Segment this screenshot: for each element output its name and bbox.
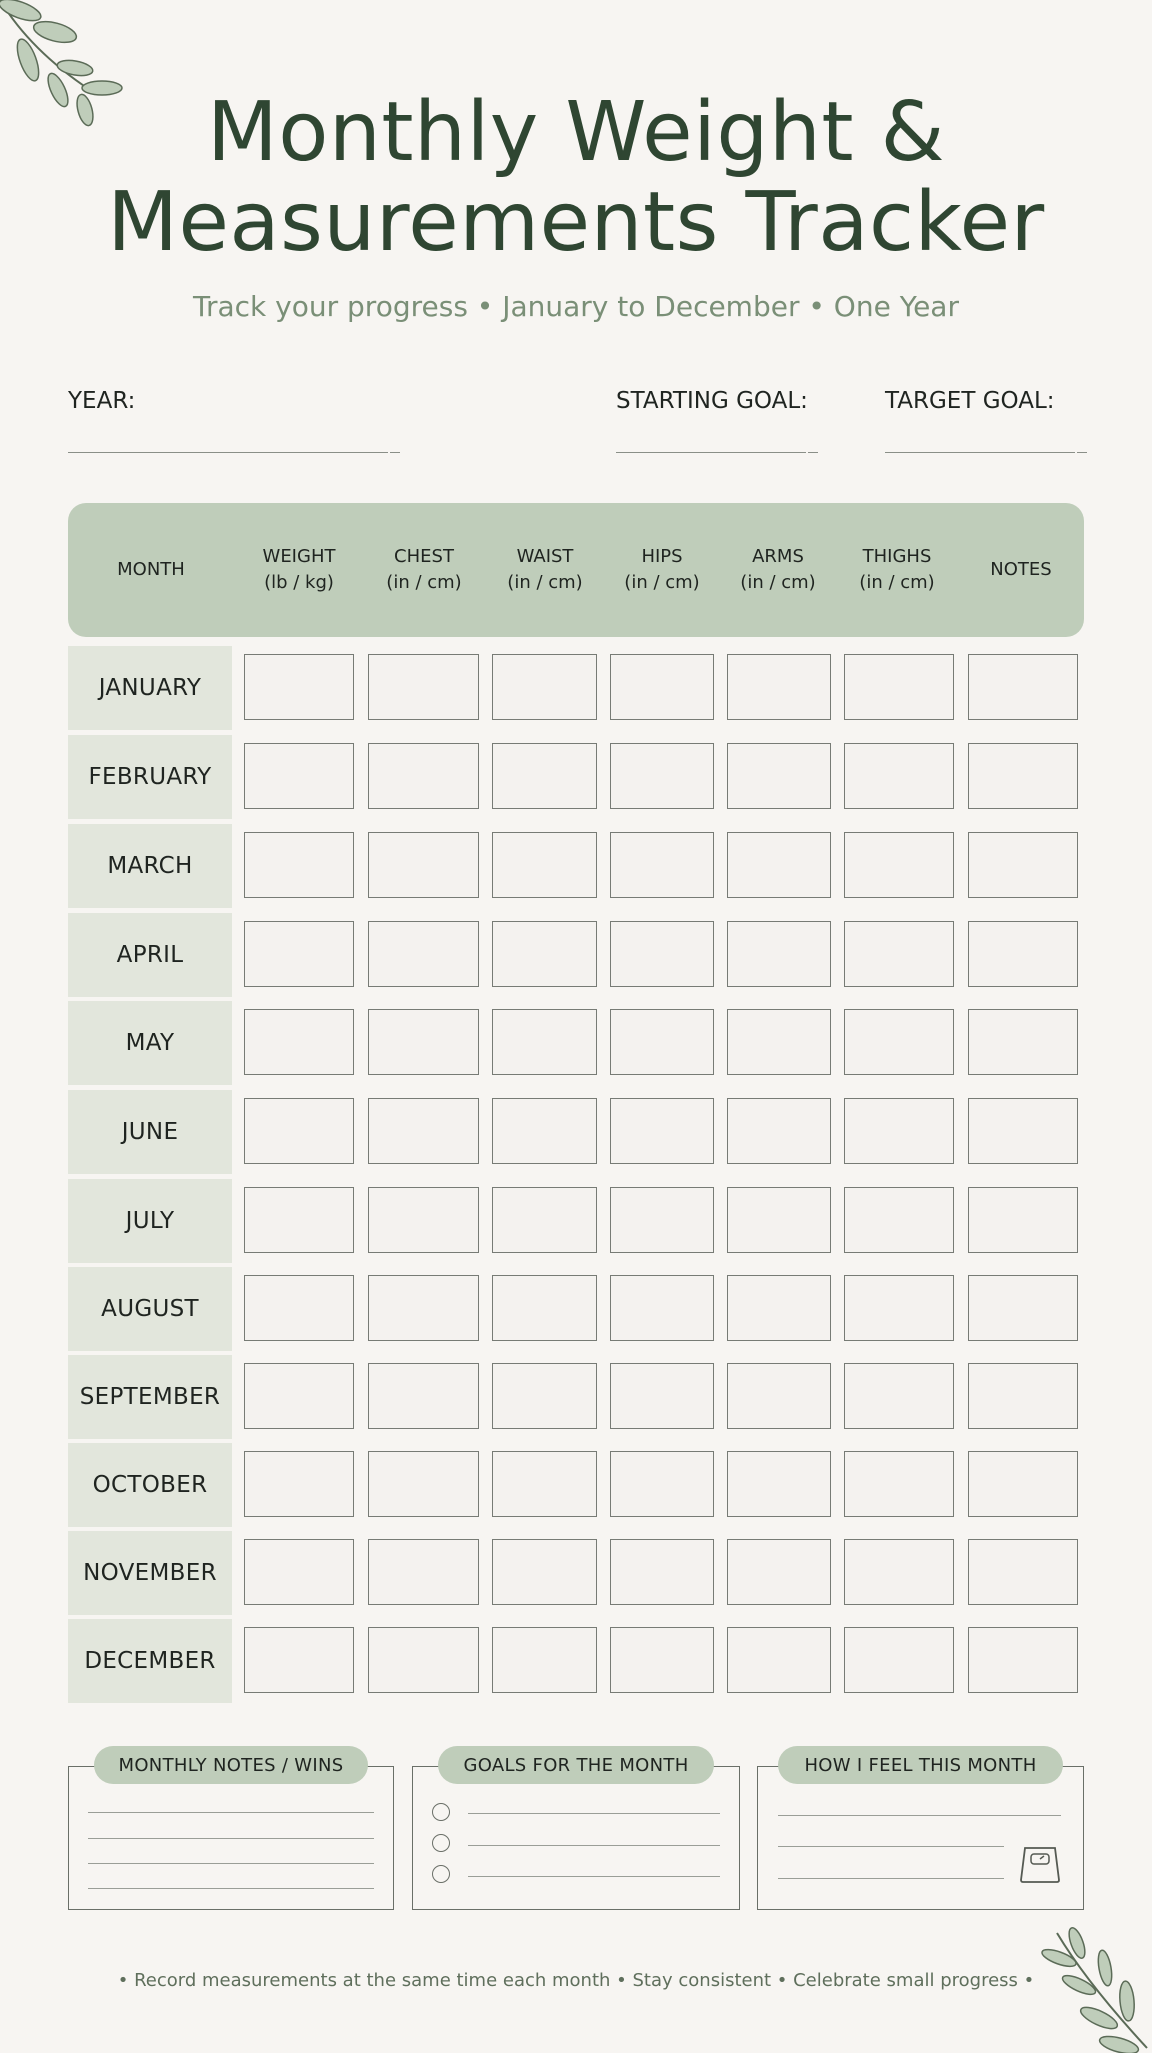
column-label: MONTH [117,559,185,580]
column-label: NOTES [990,559,1052,580]
starting-goal-label: STARTING GOAL: [616,388,808,414]
title-line-1: Monthly Weight & [206,85,946,180]
table-row [68,1619,1084,1703]
entry-cell-notes[interactable] [968,1363,1078,1429]
entry-cell-chest[interactable] [368,1627,479,1693]
entry-cell-weight[interactable] [244,1539,354,1605]
entry-cell-arms[interactable] [727,1187,831,1253]
target-goal-label: TARGET GOAL: [885,388,1055,414]
entry-cell-waist[interactable] [492,1451,597,1517]
table-row [68,1531,1084,1615]
entry-cell-arms[interactable] [727,1627,831,1693]
title-line-2: Measurements Tracker [107,175,1045,270]
entry-cell-weight[interactable] [244,1627,354,1693]
entry-cell-thighs[interactable] [844,654,954,720]
entry-cell-waist[interactable] [492,1009,597,1075]
table-row [68,1443,1084,1527]
month-label: APRIL [68,913,232,997]
month-label: SEPTEMBER [68,1355,232,1439]
column-label: CHEST [394,546,454,567]
table-row [68,1001,1084,1085]
month-label: MARCH [68,824,232,908]
entry-cell-chest[interactable] [368,654,479,720]
table-row [68,1267,1084,1351]
column-header-waist [485,503,605,637]
table-row [68,735,1084,819]
entry-cell-weight[interactable] [244,654,354,720]
month-label: JULY [68,1179,232,1263]
entry-cell-hips[interactable] [610,1363,714,1429]
entry-cell-weight[interactable] [244,921,354,987]
column-header-weight [239,503,359,637]
entry-cell-waist[interactable] [492,1275,597,1341]
footer-tips: • Record measurements at the same time each month • Stay consistent • Celebrate small progress • [117,1970,1035,1991]
month-label: JANUARY [68,646,232,730]
entry-cell-hips[interactable] [610,1539,714,1605]
month-label: AUGUST [68,1267,232,1351]
entry-cell-notes[interactable] [968,1187,1078,1253]
entry-cell-waist[interactable] [492,654,597,720]
entry-cell-thighs[interactable] [844,1627,954,1693]
entry-cell-hips[interactable] [610,921,714,987]
entry-cell-weight[interactable] [244,1187,354,1253]
entry-cell-arms[interactable] [727,1451,831,1517]
entry-cell-waist[interactable] [492,1187,597,1253]
entry-cell-thighs[interactable] [844,832,954,898]
entry-cell-waist[interactable] [492,1627,597,1693]
entry-cell-arms[interactable] [727,654,831,720]
column-label: WEIGHT [262,546,336,567]
entry-cell-hips[interactable] [610,654,714,720]
entry-cell-weight[interactable] [244,1098,354,1164]
entry-cell-hips[interactable] [610,1627,714,1693]
column-label: WAIST [516,546,574,567]
entry-cell-chest[interactable] [368,1451,479,1517]
month-label: DECEMBER [68,1619,232,1703]
month-label: MAY [68,1001,232,1085]
entry-cell-chest[interactable] [368,1275,479,1341]
column-label: ARMS [752,546,804,567]
entry-cell-notes[interactable] [968,1539,1078,1605]
entry-cell-waist[interactable] [492,743,597,809]
entry-cell-notes[interactable] [968,743,1078,809]
entry-cell-notes[interactable] [968,921,1078,987]
monthly-notes-title: MONTHLY NOTES / WINS [94,1746,368,1784]
entry-cell-thighs[interactable] [844,1451,954,1517]
feelings-title: HOW I FEEL THIS MONTH [778,1746,1063,1784]
column-header-notes [961,503,1081,637]
entry-cell-hips[interactable] [610,1187,714,1253]
column-unit: (in / cm) [507,572,583,593]
entry-cell-chest[interactable] [368,1539,479,1605]
entry-cell-thighs[interactable] [844,1539,954,1605]
entry-cell-notes[interactable] [968,832,1078,898]
column-unit: (in / cm) [740,572,816,593]
entry-cell-thighs[interactable] [844,1187,954,1253]
goal-line [468,1876,720,1877]
entry-cell-notes[interactable] [968,654,1078,720]
column-label: HIPS [641,546,683,567]
table-row [68,1355,1084,1439]
feelings-box[interactable] [757,1766,1084,1910]
goals-title: GOALS FOR THE MONTH [438,1746,714,1784]
entry-cell-waist[interactable] [492,1098,597,1164]
notes-line [88,1888,374,1889]
entry-cell-notes[interactable] [968,1275,1078,1341]
entry-cell-weight[interactable] [244,1451,354,1517]
entry-cell-thighs[interactable] [844,921,954,987]
column-header-chest [364,503,484,637]
column-header-thighs [837,503,957,637]
entry-cell-chest[interactable] [368,921,479,987]
entry-cell-arms[interactable] [727,1539,831,1605]
column-label: THIGHS [862,546,932,567]
goal-checkbox[interactable] [432,1803,450,1821]
entry-cell-arms[interactable] [727,1275,831,1341]
column-header-hips [602,503,722,637]
entry-cell-hips[interactable] [610,1451,714,1517]
entry-cell-hips[interactable] [610,1275,714,1341]
entry-cell-weight[interactable] [244,1275,354,1341]
column-unit: (in / cm) [859,572,935,593]
page-subtitle: Track your progress • January to December • One Year [193,290,959,323]
month-label: OCTOBER [68,1443,232,1527]
table-header [68,503,1084,637]
column-unit: (lb / kg) [264,572,334,593]
goal-line [468,1845,720,1846]
entry-cell-chest[interactable] [368,832,479,898]
target-goal-field[interactable] [885,452,1075,453]
scale-icon [1019,1846,1061,1884]
goals-box[interactable] [412,1766,740,1910]
entry-cell-hips[interactable] [610,743,714,809]
entry-cell-thighs[interactable] [844,743,954,809]
entry-cell-chest[interactable] [368,1009,479,1075]
entry-cell-waist[interactable] [492,921,597,987]
column-header-month [91,503,211,637]
table-row [68,1090,1084,1174]
entry-cell-chest[interactable] [368,1187,479,1253]
entry-cell-chest[interactable] [368,1363,479,1429]
entry-cell-waist[interactable] [492,832,597,898]
entry-cell-arms[interactable] [727,1363,831,1429]
month-label: JUNE [68,1090,232,1174]
entry-cell-thighs[interactable] [844,1098,954,1164]
entry-cell-waist[interactable] [492,1539,597,1605]
notes-line [88,1863,374,1864]
entry-cell-thighs[interactable] [844,1275,954,1341]
entry-cell-chest[interactable] [368,1098,479,1164]
feelings-line [778,1846,1004,1847]
goal-line [468,1813,720,1814]
table-row [68,1179,1084,1263]
entry-cell-chest[interactable] [368,743,479,809]
month-label: NOVEMBER [68,1531,232,1615]
goal-checkbox[interactable] [432,1865,450,1883]
starting-goal-field[interactable] [616,452,806,453]
column-unit: (in / cm) [386,572,462,593]
notes-line [88,1812,374,1813]
entry-cell-hips[interactable] [610,832,714,898]
entry-cell-waist[interactable] [492,1363,597,1429]
feelings-line [778,1878,1004,1879]
entry-cell-notes[interactable] [968,1009,1078,1075]
entry-cell-weight[interactable] [244,832,354,898]
notes-line [88,1838,374,1839]
entry-cell-arms[interactable] [727,743,831,809]
column-unit: (in / cm) [624,572,700,593]
goal-checkbox[interactable] [432,1834,450,1852]
table-row [68,913,1084,997]
entry-cell-arms[interactable] [727,832,831,898]
entry-cell-hips[interactable] [610,1098,714,1164]
page-title [0,85,1152,270]
entry-cell-notes[interactable] [968,1098,1078,1164]
entry-cell-hips[interactable] [610,1009,714,1075]
entry-cell-notes[interactable] [968,1627,1078,1693]
entry-cell-weight[interactable] [244,1363,354,1429]
year-field[interactable] [68,452,388,453]
month-label: FEBRUARY [68,735,232,819]
entry-cell-arms[interactable] [727,921,831,987]
entry-cell-weight[interactable] [244,743,354,809]
entry-cell-weight[interactable] [244,1009,354,1075]
feelings-line [778,1815,1061,1816]
column-header-arms [718,503,838,637]
entry-cell-notes[interactable] [968,1451,1078,1517]
table-row [68,646,1084,730]
table-row [68,824,1084,908]
entry-cell-thighs[interactable] [844,1009,954,1075]
entry-cell-arms[interactable] [727,1009,831,1075]
entry-cell-thighs[interactable] [844,1363,954,1429]
entry-cell-arms[interactable] [727,1098,831,1164]
year-label: YEAR: [68,388,136,414]
